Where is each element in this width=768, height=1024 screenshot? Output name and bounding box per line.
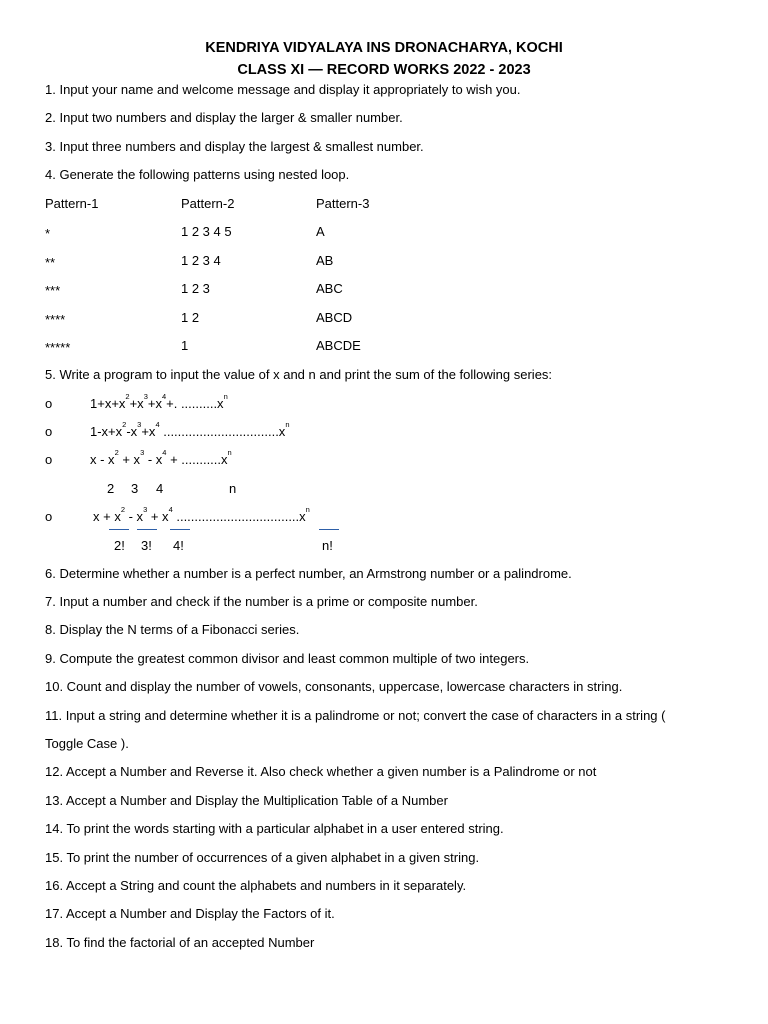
item-11: 11. Input a string and determine whether it is a palindrome or not; convert the case of characters in a string ( <box>45 708 666 723</box>
pattern-cell: ***** <box>45 340 71 355</box>
bullet-marker: o <box>45 396 53 411</box>
series-2: $1-x+x^2-x^3+x^4$ $................................x^n$ <box>90 420 290 439</box>
series-1: $1+x+x^2+x^3+x^4+$. $..........x^n$ <box>90 392 228 411</box>
pattern-cell: ABC <box>316 281 343 296</box>
pattern-cell: 1 2 <box>181 310 200 325</box>
pattern-cell: * <box>45 226 51 241</box>
pattern-cell: 1 2 3 <box>181 281 210 296</box>
item-7: 7. Input a number and check if the number is a prime or composite number. <box>45 594 478 609</box>
item-17: 17. Accept a Number and Display the Factors of it. <box>45 906 335 921</box>
series-3-denominator: 3 <box>131 481 139 496</box>
pattern-cell: 1 2 3 4 <box>181 253 221 268</box>
fraction-bar <box>109 529 129 530</box>
series-3-denominator: n <box>229 481 237 496</box>
pattern-header-2: Pattern-2 <box>181 196 235 211</box>
pattern-cell: *** <box>45 283 61 298</box>
pattern-cell: ABCDE <box>316 338 361 353</box>
item-11-continued: Toggle Case ). <box>45 736 129 751</box>
pattern-cell: A <box>316 224 325 239</box>
series-4-denominator: 2! <box>114 538 125 553</box>
pattern-header-3: Pattern-3 <box>316 196 370 211</box>
item-2: 2. Input two numbers and display the larger & smaller number. <box>45 110 403 125</box>
bullet-marker: o <box>45 452 53 467</box>
series-4-denominator: 3! <box>141 538 152 553</box>
fraction-bar <box>137 529 157 530</box>
fraction-bar <box>319 529 339 530</box>
pattern-cell: 1 <box>181 338 189 353</box>
bullet-marker: o <box>45 509 53 524</box>
item-13: 13. Accept a Number and Display the Multiplication Table of a Number <box>45 793 448 808</box>
item-15: 15. To print the number of occurrences of a given alphabet in a given string. <box>45 850 480 865</box>
series-3: $x - x^2 + x^3 - x^4 + ...........x^n$ <box>90 448 232 467</box>
class-title: CLASS XI — RECORD WORKS 2022 - 2023 <box>237 62 531 78</box>
item-12: 12. Accept a Number and Reverse it. Also check whether a given number is a Palindrome or not <box>45 764 597 779</box>
item-18: 18. To find the factorial of an accepted Number <box>45 935 315 950</box>
item-1: 1. Input your name and welcome message and display it appropriately to wish you. <box>45 82 521 97</box>
item-5: 5. Write a program to input the value of x and n and print the sum of the following series: <box>45 367 553 382</box>
series-4: $x + x^2 - x^3 + x^4$ $..................................x^n$ <box>93 505 310 524</box>
pattern-cell: ABCD <box>316 310 353 325</box>
item-16: 16. Accept a String and count the alphabets and numbers in it separately. <box>45 878 467 893</box>
item-10: 10. Count and display the number of vowels, consonants, uppercase, lowercase characters in string. <box>45 679 623 694</box>
school-title: KENDRIYA VIDYALAYA INS DRONACHARYA, KOCHI <box>205 40 563 56</box>
pattern-header-1: Pattern-1 <box>45 196 99 211</box>
series-3-denominator: 2 <box>107 481 115 496</box>
fraction-bar <box>170 529 190 530</box>
item-9: 9. Compute the greatest common divisor and least common multiple of two integers. <box>45 651 530 666</box>
pattern-cell: 1 2 3 4 5 <box>181 224 232 239</box>
pattern-cell: AB <box>316 253 334 268</box>
pattern-cell: ** <box>45 255 56 270</box>
item-8: 8. Display the N terms of a Fibonacci series. <box>45 622 300 637</box>
item-14: 14. To print the words starting with a particular alphabet in a user entered string. <box>45 821 504 836</box>
series-4-denominator: n! <box>322 538 333 553</box>
bullet-marker: o <box>45 424 53 439</box>
series-3-denominator: 4 <box>156 481 164 496</box>
item-3: 3. Input three numbers and display the largest & smallest number. <box>45 139 424 154</box>
item-4: 4. Generate the following patterns using nested loop. <box>45 167 350 182</box>
pattern-cell: **** <box>45 312 66 327</box>
series-4-denominator: 4! <box>173 538 184 553</box>
item-6: 6. Determine whether a number is a perfect number, an Armstrong number or a palindrome. <box>45 566 572 581</box>
